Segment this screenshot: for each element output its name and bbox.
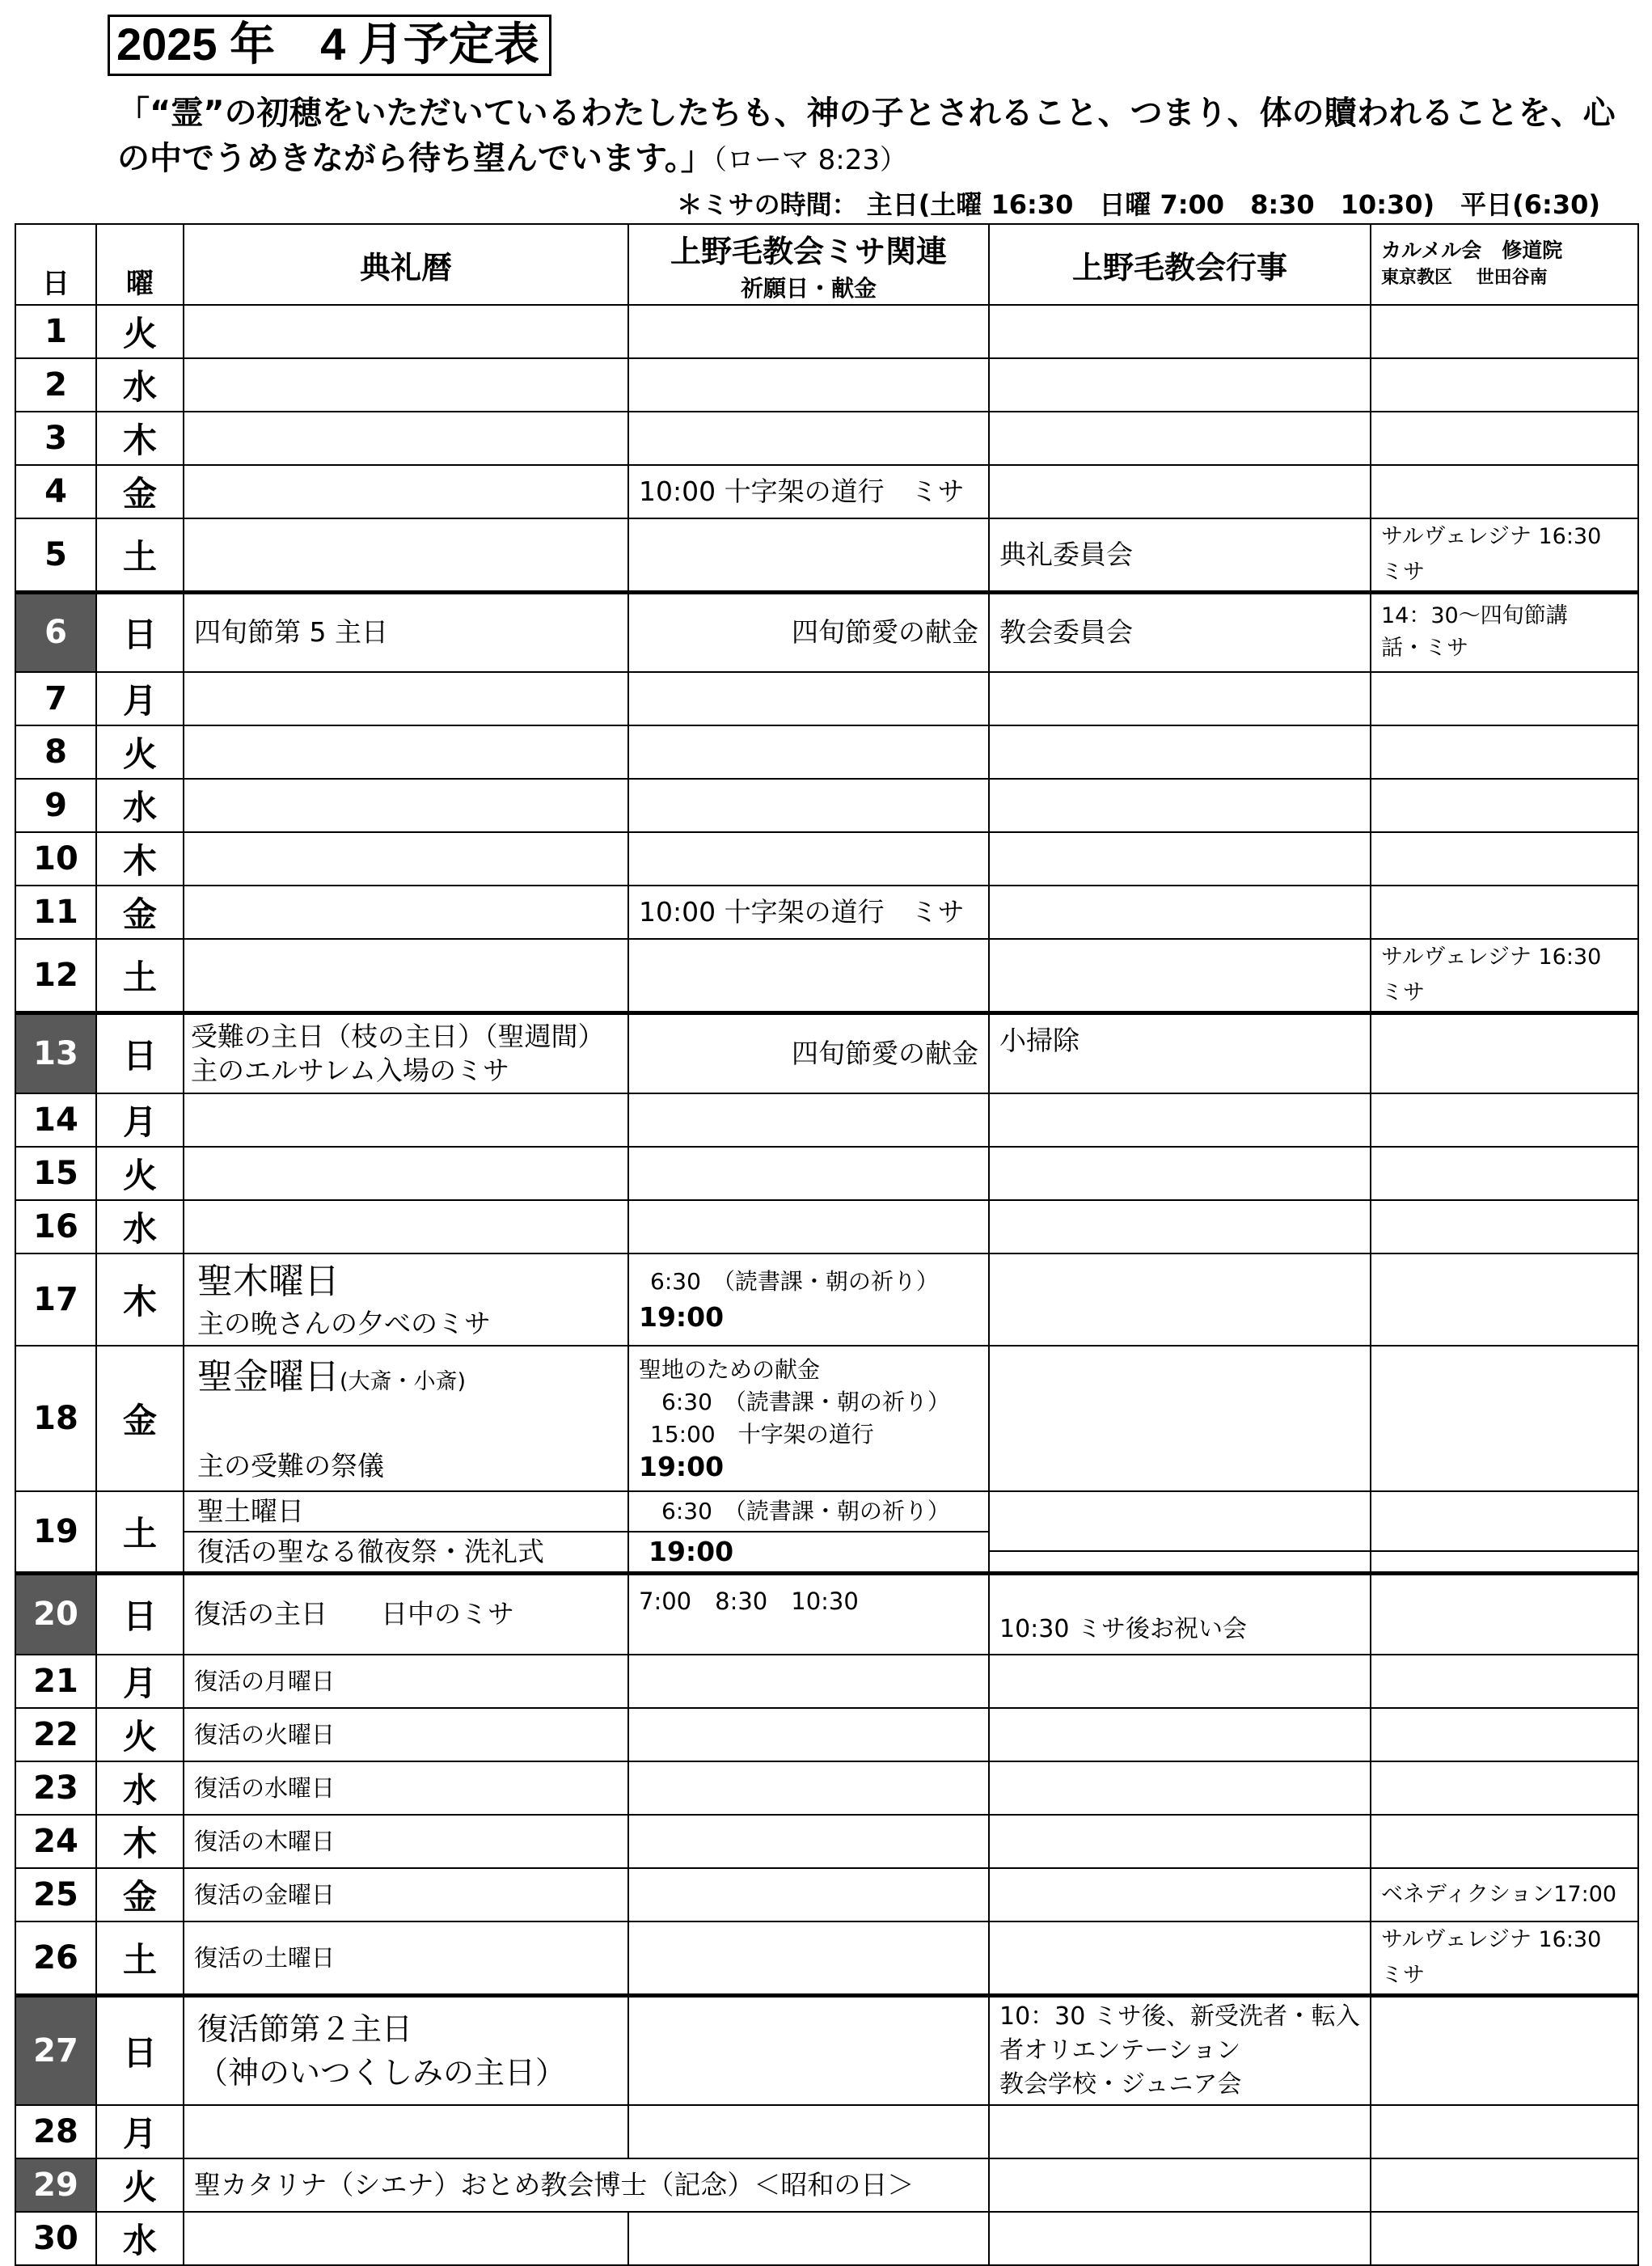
carmel-cell (1371, 725, 1638, 779)
day-cell: 9 (15, 779, 96, 832)
mass-cell (628, 779, 989, 832)
event-cell (989, 939, 1371, 1013)
mass-line: 19:00 (639, 1451, 725, 1482)
carmel-cell (1371, 672, 1638, 725)
event-cell (989, 2105, 1371, 2158)
event-cell (989, 1147, 1371, 1200)
mass-cell: 四旬節愛の献金 (628, 593, 989, 672)
carmel-cell (1371, 1574, 1638, 1655)
weekday-cell: 日 (96, 1574, 184, 1655)
table-row (15, 1093, 1638, 1147)
mass-cell (628, 1093, 989, 1147)
table-row (15, 1147, 1638, 1200)
day-cell: 27 (15, 1995, 96, 2105)
day-cell: 7 (15, 672, 96, 725)
mass-cell (628, 518, 989, 593)
liturgy-line: 聖金曜日 (197, 1356, 340, 1397)
event-cell (989, 2158, 1371, 2212)
weekday-cell: 月 (96, 1655, 184, 1708)
liturgy-cell (184, 358, 628, 412)
table-row (15, 518, 1638, 593)
day-cell: 26 (15, 1921, 96, 1996)
liturgy-cell (184, 1346, 628, 1491)
weekday-cell: 土 (96, 1921, 184, 1996)
event-cell (989, 1346, 1371, 1491)
day-cell: 18 (15, 1346, 96, 1491)
table-row (15, 1346, 1638, 1491)
mass-cell (628, 1921, 989, 1996)
event-cell (989, 832, 1371, 886)
mass-line: 15:00 十字架の道行 (650, 1421, 874, 1448)
table-row (15, 2158, 1638, 2212)
event-cell (989, 1200, 1371, 1253)
carmel-cell (1371, 886, 1638, 939)
mass-cell (628, 1995, 989, 2105)
mass-cell: 10:00 十字架の道行 ミサ (628, 886, 989, 939)
event-line: 教会学校・ジュニア会 (999, 2069, 1242, 2099)
event-cell (989, 1868, 1371, 1921)
liturgy-cell (184, 779, 628, 832)
weekday-cell: 火 (96, 2158, 184, 2212)
liturgy-line: 主の受難の祭儀 (197, 1450, 384, 1482)
event-cell (989, 1655, 1371, 1708)
scripture-verse (117, 91, 1637, 183)
header-carmel (1371, 224, 1638, 305)
weekday-cell: 火 (96, 1708, 184, 1761)
header-day: 日 (15, 224, 96, 305)
liturgy-cell (184, 1093, 628, 1147)
weekday-cell: 木 (96, 412, 184, 465)
event-cell (989, 725, 1371, 779)
weekday-cell: 火 (96, 1147, 184, 1200)
carmel-cell (1371, 1995, 1638, 2105)
weekday-cell: 水 (96, 1761, 184, 1815)
carmel-cell (1371, 2212, 1638, 2265)
carmel-cell (1371, 1815, 1638, 1868)
liturgy-cell (184, 412, 628, 465)
mass-line: 6:30 （読書課・朝の祈り） (661, 1389, 950, 1415)
page-title: 2025 年 4 月予定表 (108, 15, 551, 76)
carmel-line: 14：30～四旬節講 (1381, 603, 1568, 629)
table-row (15, 672, 1638, 725)
weekday-cell: 土 (96, 939, 184, 1013)
carmel-cell (1371, 412, 1638, 465)
event-cell (989, 672, 1371, 725)
liturgy-cell (184, 465, 628, 518)
liturgy-cell: 四旬節第 5 主日 (184, 593, 628, 672)
mass-cell (628, 1708, 989, 1761)
event-cell (989, 1708, 1371, 1761)
header-weekday: 曜 (96, 224, 184, 305)
event-cell (989, 886, 1371, 939)
liturgy-cell (184, 939, 628, 1013)
table-row (15, 1868, 1638, 1921)
table-row (15, 1253, 1638, 1346)
mass-cell (628, 2212, 989, 2265)
mass-cell: 10:00 十字架の道行 ミサ (628, 465, 989, 518)
day-cell: 11 (15, 886, 96, 939)
liturgy-cell: 復活の月曜日 (184, 1655, 628, 1708)
weekday-cell: 日 (96, 593, 184, 672)
carmel-cell (1371, 1253, 1638, 1346)
table-row (15, 593, 1638, 672)
day-cell: 28 (15, 2105, 96, 2158)
mass-cell (628, 2105, 989, 2158)
mass-cell (628, 1491, 989, 1574)
carmel-cell (1371, 1013, 1638, 1093)
carmel-cell (1371, 2105, 1638, 2158)
liturgy-cell (184, 1200, 628, 1253)
header-row (15, 224, 1638, 305)
mass-cell (628, 1346, 989, 1491)
mass-cell (628, 1868, 989, 1921)
event-cell (989, 412, 1371, 465)
header-carmel-label: カルメル会 修道院 (1381, 239, 1563, 262)
mass-cell (628, 1655, 989, 1708)
weekday-cell: 金 (96, 886, 184, 939)
event-cell (989, 779, 1371, 832)
day-cell: 6 (15, 593, 96, 672)
liturgy-cell: 復活の火曜日 (184, 1708, 628, 1761)
mass-line: 19:00 (649, 1536, 734, 1567)
liturgy-cell: 復活の主日 日中のミサ (184, 1574, 628, 1655)
mass-cell (628, 358, 989, 412)
day-cell: 14 (15, 1093, 96, 1147)
table-row (15, 1013, 1638, 1093)
table-row (15, 1574, 1638, 1655)
liturgy-cell: 復活の金曜日 (184, 1868, 628, 1921)
day-cell: 3 (15, 412, 96, 465)
liturgy-cell: 復活の土曜日 (184, 1921, 628, 1996)
weekday-cell: 日 (96, 1995, 184, 2105)
day-cell: 4 (15, 465, 96, 518)
day-cell: 30 (15, 2212, 96, 2265)
carmel-cell (1371, 1200, 1638, 1253)
carmel-cell: ベネディクション17:00 (1371, 1868, 1638, 1921)
day-cell: 29 (15, 2158, 96, 2212)
header-carmel-sub: 東京教区 世田谷南 (1381, 268, 1548, 288)
liturgy-cell (184, 1013, 628, 1093)
table-row (15, 305, 1638, 358)
table-row (15, 1200, 1638, 1253)
mass-line: 聖地のための献金 (639, 1356, 821, 1383)
liturgy-cell (184, 1253, 628, 1346)
event-cell (989, 2212, 1371, 2265)
weekday-cell: 金 (96, 465, 184, 518)
table-row (15, 412, 1638, 465)
carmel-cell (1371, 1761, 1638, 1815)
mass-cell (628, 725, 989, 779)
day-cell: 23 (15, 1761, 96, 1815)
mass-cell (628, 939, 989, 1013)
day-cell: 8 (15, 725, 96, 779)
event-cell: 教会委員会 (989, 593, 1371, 672)
liturgy-cell (184, 2212, 628, 2265)
liturgy-cell (184, 1147, 628, 1200)
day-cell: 24 (15, 1815, 96, 1868)
day-cell: 19 (15, 1491, 96, 1574)
table-row (15, 1491, 1638, 1574)
carmel-cell (1371, 1147, 1638, 1200)
liturgy-cell (184, 1491, 628, 1574)
table-row (15, 358, 1638, 412)
liturgy-note: (大斎・小斎) (340, 1369, 467, 1394)
schedule-table (15, 223, 1639, 2266)
mass-cell (628, 1761, 989, 1815)
weekday-cell: 土 (96, 1491, 184, 1574)
event-cell (989, 305, 1371, 358)
mass-cell: 7:00 8:30 10:30 (628, 1574, 989, 1655)
carmel-cell (1371, 2158, 1638, 2212)
liturgy-cell: 復活の木曜日 (184, 1815, 628, 1868)
carmel-cell: サルヴェレジナ 16:30 ミサ (1371, 518, 1638, 593)
weekday-cell: 火 (96, 725, 184, 779)
carmel-line: 話・ミサ (1381, 636, 1468, 662)
event-cell (989, 1253, 1371, 1346)
liturgy-cell (184, 725, 628, 779)
liturgy-line: 聖木曜日 (197, 1261, 340, 1302)
weekday-cell: 木 (96, 1253, 184, 1346)
event-line: 者オリエンテーション (999, 2036, 1241, 2065)
weekday-cell: 水 (96, 358, 184, 412)
day-cell: 13 (15, 1013, 96, 1093)
header-events: 上野毛教会行事 (989, 224, 1371, 305)
table-row (15, 779, 1638, 832)
carmel-cell: サルヴェレジナ 16:30 ミサ (1371, 1921, 1638, 1996)
table-row (15, 1995, 1638, 2105)
liturgy-line: 受難の主日（枝の主日）（聖週間） (191, 1020, 605, 1052)
carmel-cell (1371, 358, 1638, 412)
event-cell (989, 1995, 1371, 2105)
day-cell: 20 (15, 1574, 96, 1655)
event-cell: 10:30 ミサ後お祝い会 (989, 1574, 1371, 1655)
carmel-cell (1371, 832, 1638, 886)
carmel-cell (1371, 1708, 1638, 1761)
liturgy-line: 主のエルサレム入場のミサ (191, 1054, 510, 1086)
liturgy-line: 復活の聖なる徹夜祭・洗礼式 (197, 1536, 544, 1567)
event-cell (989, 358, 1371, 412)
mass-cell: 四旬節愛の献金 (628, 1013, 989, 1093)
header-mass-related (628, 224, 989, 305)
header-mass-related-label: 上野毛教会ミサ関連 (670, 233, 947, 269)
header-mass-related-sub: 祈願日・献金 (740, 274, 877, 302)
weekday-cell: 水 (96, 1200, 184, 1253)
event-cell (989, 1815, 1371, 1868)
day-cell: 10 (15, 832, 96, 886)
mass-line: 19:00 (639, 1301, 725, 1333)
table-row (15, 1655, 1638, 1708)
carmel-cell: サルヴェレジナ 16:30 ミサ (1371, 939, 1638, 1013)
mass-cell (628, 1815, 989, 1868)
day-cell: 25 (15, 1868, 96, 1921)
table-row (15, 886, 1638, 939)
table-row (15, 725, 1638, 779)
event-cell (989, 1921, 1371, 1996)
event-cell (989, 1761, 1371, 1815)
weekday-cell: 月 (96, 2105, 184, 2158)
table-row (15, 2212, 1638, 2265)
carmel-cell (1371, 465, 1638, 518)
event-cell (989, 1491, 1371, 1574)
carmel-cell (1371, 1491, 1638, 1574)
mass-line: 6:30 （読書課・朝の祈り） (650, 1268, 939, 1295)
liturgy-line: （神のいつくしみの主日） (197, 2054, 567, 2091)
liturgy-cell: 復活の水曜日 (184, 1761, 628, 1815)
table-row (15, 465, 1638, 518)
event-cell: 小掃除 (989, 1013, 1371, 1093)
day-cell: 2 (15, 358, 96, 412)
day-cell: 16 (15, 1200, 96, 1253)
table-row (15, 1815, 1638, 1868)
table-row (15, 1761, 1638, 1815)
liturgy-cell (184, 518, 628, 593)
verse-reference: （ローマ 8:23） (712, 144, 907, 176)
day-cell: 17 (15, 1253, 96, 1346)
table-row (15, 1921, 1638, 1996)
liturgy-cell (184, 2105, 628, 2158)
mass-cell (628, 832, 989, 886)
weekday-cell: 日 (96, 1013, 184, 1093)
verse-text: 「“霊”の初穂をいただいているわたしたちも、神の子とされること、つまり、体の贖われることを、心の中でうめきながら待ち望んでいます。」 (117, 95, 1616, 177)
liturgy-cell (184, 672, 628, 725)
mass-cell (628, 1147, 989, 1200)
weekday-cell: 月 (96, 1093, 184, 1147)
day-cell: 1 (15, 305, 96, 358)
table-row (15, 939, 1638, 1013)
mass-cell (628, 1200, 989, 1253)
liturgy-cell: 聖カタリナ（シエナ）おとめ教会博士（記念）＜昭和の日＞ (184, 2158, 989, 2212)
liturgy-cell (184, 832, 628, 886)
day-cell: 5 (15, 518, 96, 593)
event-cell (989, 465, 1371, 518)
liturgy-cell (184, 886, 628, 939)
carmel-cell (1371, 779, 1638, 832)
carmel-cell (1371, 1093, 1638, 1147)
table-row (15, 1708, 1638, 1761)
mass-times-note: ＊ミサの時間： 主日(土曜 16:30 日曜 7:00 8:30 10:30) 平日(6:30) (676, 189, 1600, 220)
weekday-cell: 木 (96, 832, 184, 886)
weekday-cell: 月 (96, 672, 184, 725)
carmel-cell (1371, 1655, 1638, 1708)
carmel-cell (1371, 1346, 1638, 1491)
mass-cell (628, 305, 989, 358)
mass-cell (628, 672, 989, 725)
table-row (15, 832, 1638, 886)
weekday-cell: 水 (96, 2212, 184, 2265)
weekday-cell: 金 (96, 1868, 184, 1921)
liturgy-line: 復活節第２主日 (197, 2010, 413, 2047)
liturgy-cell (184, 305, 628, 358)
day-cell: 22 (15, 1708, 96, 1761)
weekday-cell: 水 (96, 779, 184, 832)
mass-cell (628, 412, 989, 465)
weekday-cell: 土 (96, 518, 184, 593)
day-cell: 21 (15, 1655, 96, 1708)
weekday-cell: 金 (96, 1346, 184, 1491)
event-cell (989, 1093, 1371, 1147)
mass-line: 6:30 （読書課・朝の祈り） (629, 1492, 988, 1533)
carmel-cell (1371, 593, 1638, 672)
table-row (15, 2105, 1638, 2158)
liturgy-line: 聖土曜日 (184, 1492, 627, 1533)
event-line: 10：30 ミサ後、新受洗者・転入 (999, 2002, 1360, 2031)
carmel-cell (1371, 305, 1638, 358)
day-cell: 15 (15, 1147, 96, 1200)
weekday-cell: 火 (96, 305, 184, 358)
event-cell: 典礼委員会 (989, 518, 1371, 593)
day-cell: 12 (15, 939, 96, 1013)
liturgy-line: 主の晩さんの夕べのミサ (197, 1308, 491, 1339)
weekday-cell: 木 (96, 1815, 184, 1868)
liturgy-cell (184, 1995, 628, 2105)
mass-cell (628, 1253, 989, 1346)
header-liturgy: 典礼暦 (184, 224, 628, 305)
